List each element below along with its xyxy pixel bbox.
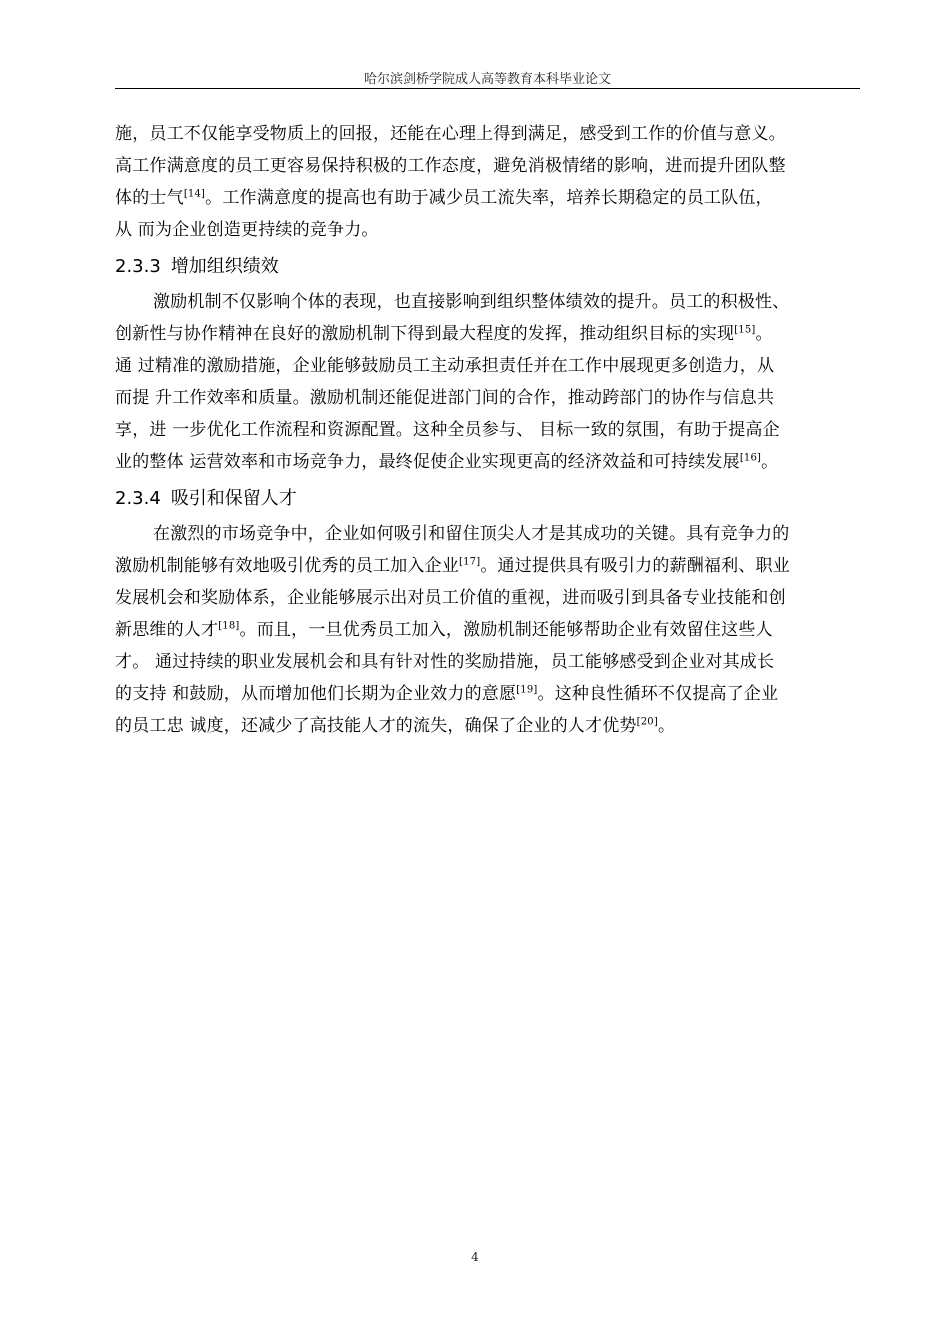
text-segment: 的支持 和鼓励，从而增加他们长期为企业效力的意愿 — [115, 684, 517, 704]
section-heading-2-3-3 — [115, 250, 865, 284]
text-segment: 激励机制能够有效地吸引优秀的员工加入企业 — [115, 556, 459, 576]
document-body — [115, 118, 865, 742]
paragraph-job-satisfaction-continued — [115, 118, 865, 246]
text-line: 高工作满意度的员工更容易保持积极的工作态度，避免消极情绪的影响，进而提升团队整 — [115, 156, 786, 176]
text-line: 激励机制不仅影响个体的表现，也直接影响到组织整体绩效的提升。员工的积极性、 — [153, 292, 790, 312]
text-segment: 。 — [761, 452, 779, 472]
text-line: 享，进 一步优化工作流程和资源配置。这种全员参与、 目标一致的氛围，有助于提高企 — [115, 420, 780, 440]
header-rule — [115, 88, 860, 89]
text-line: 而提 升工作效率和质量。激励机制还能促进部门间的合作，推动跨部门的协作与信息共 — [115, 388, 775, 408]
citation-ref: [16] — [739, 452, 762, 464]
page-number: 4 — [471, 1250, 479, 1264]
text-line — [115, 182, 865, 214]
text-segment: 体的士气 — [115, 188, 184, 208]
text-line — [115, 318, 865, 350]
citation-ref: [15] — [734, 324, 756, 336]
paragraph-organizational-performance — [115, 286, 865, 478]
citation-ref: [14] — [183, 188, 206, 200]
text-segment: 的员工忠 诚度，还减少了高技能人才的流失，确保了企业的人才优势 — [115, 716, 637, 736]
text-line: 从 而为企业创造更持续的竞争力。 — [115, 220, 379, 240]
text-line — [115, 614, 865, 646]
text-line — [115, 678, 865, 710]
running-header: 哈尔滨剑桥学院成人高等教育本科毕业论文 — [363, 72, 611, 87]
citation-ref: [17] — [459, 556, 481, 568]
paragraph-talent-retention — [115, 518, 865, 742]
section-heading-2-3-4 — [115, 482, 865, 516]
text-line: 才。 通过持续的职业发展机会和具有针对性的奖励措施，员工能够感受到企业对其成长 — [115, 652, 775, 672]
text-line — [115, 550, 865, 582]
text-line: 发展机会和奖励体系，企业能够展示出对员工价值的重视，进而吸引到具备专业技能和创 — [115, 588, 786, 608]
text-segment: 业的整体 运营效率和市场竞争力，最终促使企业实现更高的经济效益和可持续发展 — [115, 452, 740, 472]
text-segment: 。工作满意度的提高也有助于减少员工流失率，培养长期稳定的员工队伍， — [205, 188, 773, 208]
text-segment: 新思维的人才 — [115, 620, 219, 640]
text-segment: 创新性与协作精神在良好的激励机制下得到最大程度的发挥，推动组织目标的实现 — [115, 324, 735, 344]
section-number: 2.3.3 — [115, 256, 161, 277]
text-line: 通 过精准的激励措施，企业能够鼓励员工主动承担责任并在工作中展现更多创造力，从 — [115, 356, 775, 376]
text-line: 施，员工不仅能享受物质上的回报，还能在心理上得到满足，感受到工作的价值与意义。 — [115, 124, 786, 144]
text-segment: 。这种良性循环不仅提高了企业 — [537, 684, 779, 704]
citation-ref: [19] — [516, 684, 538, 696]
text-segment: 。而且，一旦优秀员工加入，激励机制还能够帮助企业有效留住这些人 — [239, 620, 773, 640]
section-title: 吸引和保留人才 — [170, 488, 297, 509]
text-segment: 。通过提供具有吸引力的薪酬福利、职业 — [480, 556, 790, 576]
text-line: 在激烈的市场竞争中，企业如何吸引和留住顶尖人才是其成功的关键。具有竞争力的 — [153, 524, 790, 544]
text-line — [115, 446, 865, 478]
text-line — [115, 710, 865, 742]
citation-ref: [18] — [218, 620, 240, 632]
section-number: 2.3.4 — [115, 488, 161, 509]
section-title: 增加组织绩效 — [170, 256, 279, 277]
text-segment: 。 — [755, 324, 773, 344]
text-segment: 。 — [657, 716, 676, 736]
citation-ref: [20] — [636, 716, 658, 728]
